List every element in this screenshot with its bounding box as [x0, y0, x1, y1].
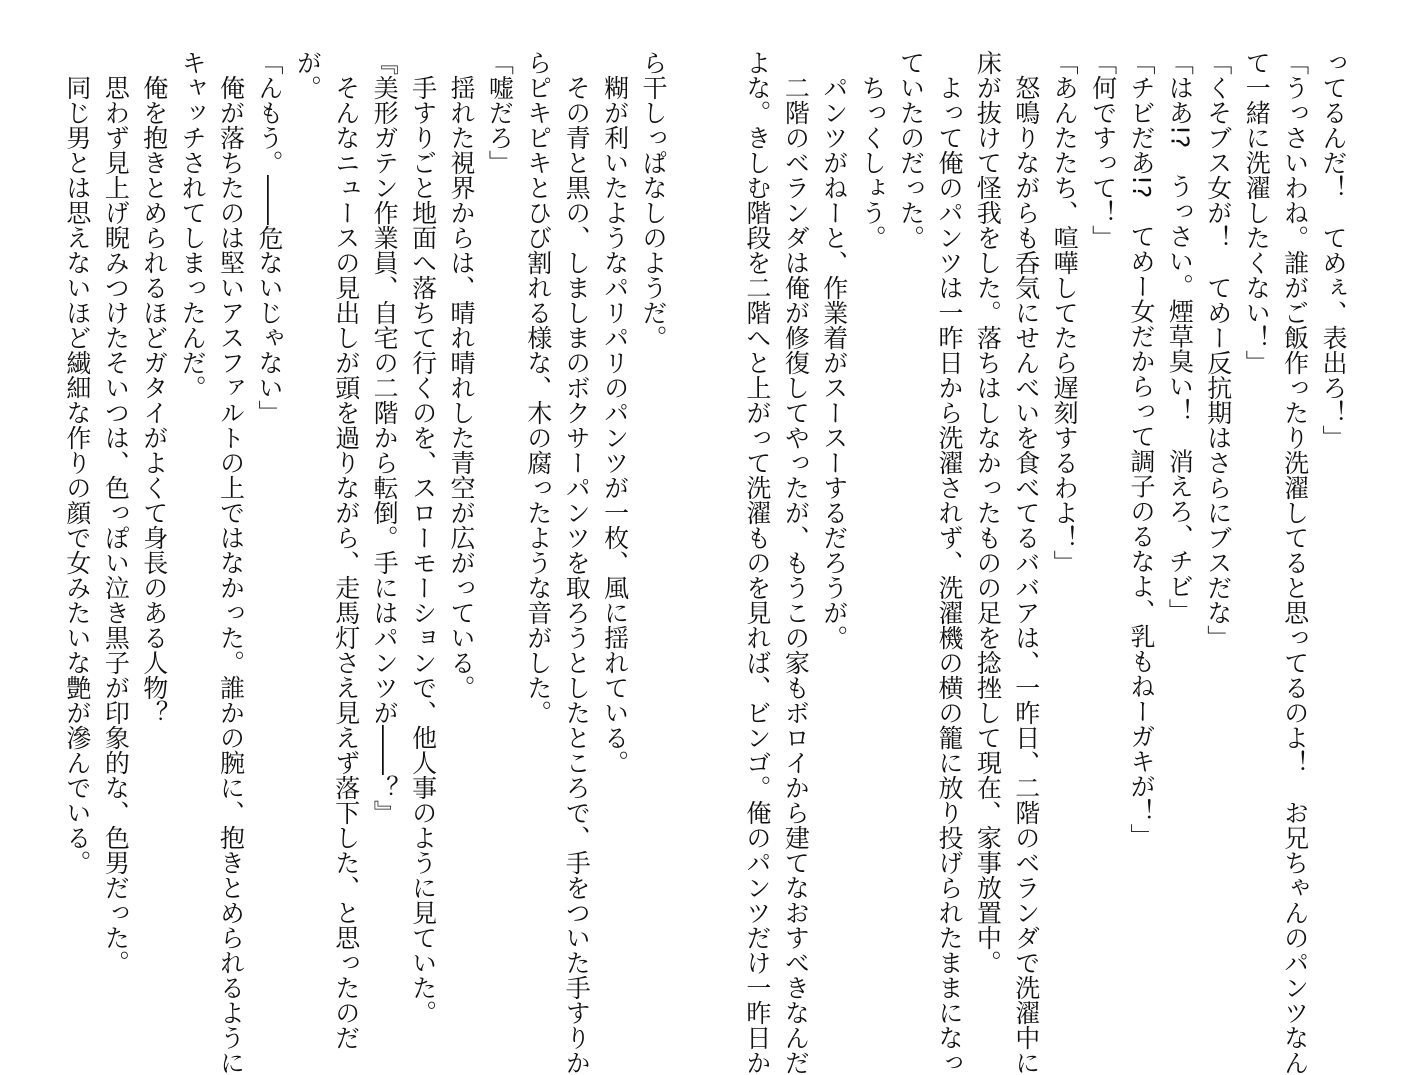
- text-line: パンツがねーと、作業着がスースーするだろうが。: [819, 50, 849, 650]
- left-page-text: [52, 50, 672, 1075]
- right-page-text: [742, 50, 1352, 1075]
- text-line: そんなニュースの見出しが頭を過りながら、走馬灯さえ見えず落下した、と思ったのだ: [331, 50, 361, 1050]
- text-line: て一緒に洗濯したくない！」: [1242, 50, 1272, 375]
- text-line: 糊が利いたようなパリパリのパンツが一枚、風に揺れている。: [600, 50, 630, 775]
- text-line: 同じ男とは思えないほど繊細な作りの顔で女みたいな艶が滲んでいる。: [62, 50, 92, 875]
- text-line: らピキピキとひび割れる様な、木の腐ったような音がした。: [523, 50, 553, 725]
- text-line: キャッチされてしまったんだ。: [178, 50, 208, 400]
- text-line: 『美形ガテン作業員、自宅の二階から転倒。手にはパンツが――？』: [370, 50, 400, 825]
- text-line: 俺が落ちたのは堅いアスファルトの上ではなかった。誰かの腕に、抱きとめられるように: [216, 50, 246, 1075]
- text-line: 二階のベランダは俺が修復してやったが、もうこの家もボロイから建てなおすべきなんだ: [781, 50, 811, 1075]
- text-line: 「あんたたち、喧嘩してたら遅刻するわよ！」: [1050, 50, 1080, 575]
- text-line: 「うっさいわね。誰がご飯作ったり洗濯してると思ってるのよ！ お兄ちゃんのパンツなん: [1280, 50, 1310, 1075]
- text-line: ら干しっぱなしのようだ。: [639, 50, 668, 350]
- text-line: 「チビだあ!? てめー女だからって調子のるなよ、乳もねーガキが！」: [1126, 50, 1156, 849]
- text-line: 「んもう。――危ないじゃない」: [254, 50, 284, 425]
- text-line: 「はあ!? うっさい。煙草臭い！ 消えろ、チビ」: [1165, 50, 1195, 624]
- text-line: 手すりごと地面へ落ちて行くのを、スローモーションで、他人事のように見ていた。: [408, 50, 438, 1025]
- text-line: ってるんだ！ てめぇ、表出ろ！」: [1319, 50, 1348, 450]
- text-line: 「くそブス女が！ てめー反抗期はさらにブスだな」: [1203, 50, 1233, 650]
- text-line: 怒鳴りながらも呑気にせんべいを食べてるババアは、一昨日、二階のベランダで洗濯中に: [1011, 50, 1041, 1075]
- text-line: よって俺のパンツは一昨日から洗濯されず、洗濯機の横の籠に放り投げられたままになっ: [934, 50, 964, 1075]
- text-line: 「嘘だろ」: [485, 50, 515, 175]
- text-line: 床が抜けて怪我をした。落ちはしなかったものの足を捻挫して現在、家事放置中。: [973, 50, 1003, 975]
- text-line: 「何ですって！」: [1088, 50, 1118, 250]
- text-line: 揺れた視界からは、晴れ晴れした青空が広がっている。: [446, 50, 476, 700]
- text-line: ちっくしょう。: [858, 50, 888, 250]
- text-line: その青と黒の、しましまのボクサーパンツを取ろうとしたところで、手をついた手すりか: [562, 50, 592, 1075]
- text-line: ていたのだった。: [896, 50, 926, 250]
- text-line: が。: [293, 50, 323, 100]
- text-line: 俺を抱きとめられるほどガタイがよくて身長のある人物？: [139, 50, 169, 725]
- text-line: よな。きしむ階段を二階へと上がって洗濯ものを見れば、ビンゴ。俺のパンツだけ一昨日か: [742, 50, 772, 1075]
- text-line: 思わず見上げ睨みつけたそいつは、色っぽい泣き黒子が印象的な、色男だった。: [101, 50, 131, 975]
